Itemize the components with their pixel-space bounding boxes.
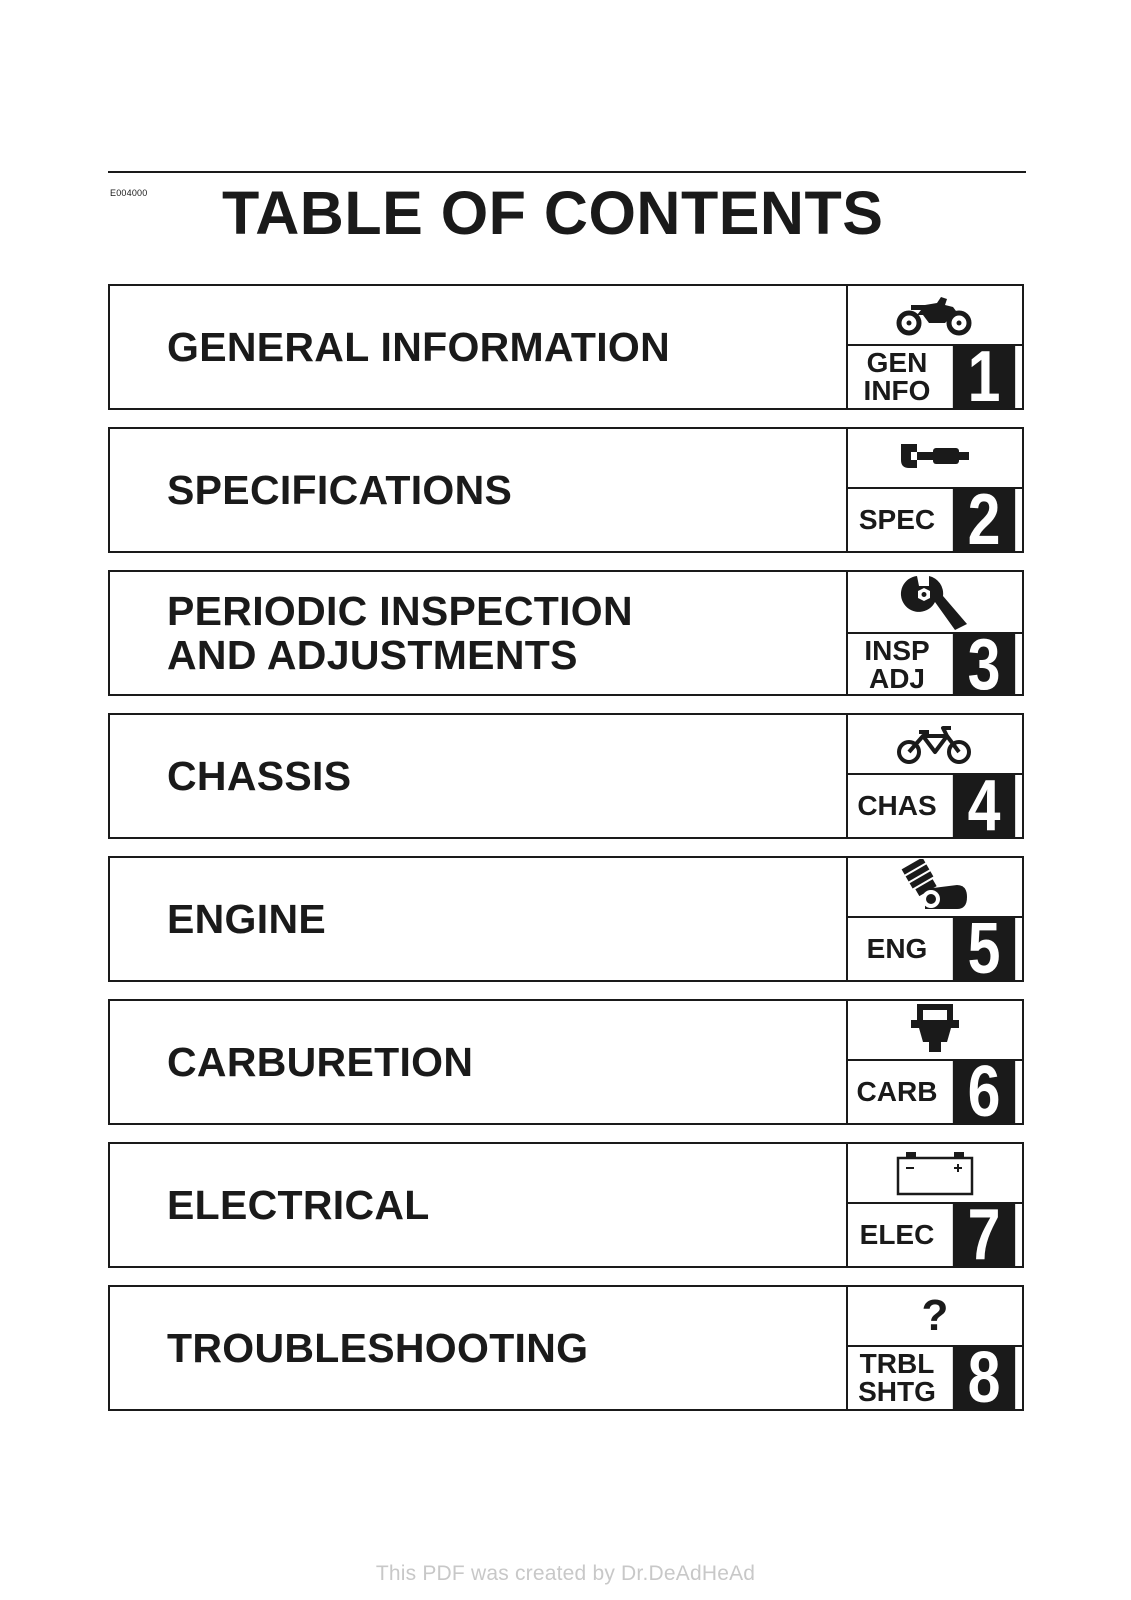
page-title: TABLE OF CONTENTS — [222, 179, 884, 247]
toc-row-label[interactable]: TROUBLESHOOTING — [167, 1325, 589, 1371]
section-number: 7 — [953, 1204, 1015, 1266]
section-tab — [846, 715, 1022, 846]
section-number: 5 — [953, 918, 1015, 980]
toc-row-label[interactable]: SPECIFICATIONS — [167, 467, 513, 513]
section-tab — [846, 1287, 1022, 1418]
section-abbreviation: CHAS — [857, 790, 937, 821]
section-abbreviation: ELEC — [859, 1219, 935, 1250]
toc-row-electrical[interactable] — [108, 1142, 1024, 1275]
toc-row-troubleshooting[interactable] — [108, 1285, 1024, 1418]
toc-row-inspection[interactable] — [108, 570, 1024, 705]
section-abbreviation: ENG — [866, 933, 928, 964]
toc-row-label[interactable]: ENGINE — [167, 896, 326, 942]
toc-row-label[interactable]: CARBURETION — [167, 1039, 474, 1085]
toc-row-label[interactable]: ELECTRICAL — [167, 1182, 430, 1228]
micrometer-icon — [848, 429, 1022, 487]
section-tab — [846, 429, 1022, 560]
section-tab — [846, 1144, 1022, 1275]
toc-row-engine[interactable] — [108, 856, 1024, 989]
section-number: 4 — [953, 775, 1015, 837]
section-tab — [846, 572, 1022, 705]
section-tab — [846, 286, 1022, 417]
toc-row-chassis[interactable] — [108, 713, 1024, 846]
question-mark-icon: ? — [921, 1291, 949, 1340]
carburetor-icon — [848, 1001, 1022, 1059]
section-abbreviation: CARB — [856, 1076, 938, 1107]
motorcycle-frame-icon — [848, 715, 1022, 773]
section-number: 6 — [953, 1061, 1015, 1123]
section-number: 1 — [953, 346, 1015, 408]
toc-row-label[interactable]: CHASSIS — [167, 753, 352, 799]
toc-row-label[interactable]: PERIODIC INSPECTION AND ADJUSTMENTS — [167, 588, 633, 678]
motorcycle-icon — [848, 286, 1022, 344]
toc-row-specifications[interactable] — [108, 427, 1024, 560]
toc-row-carburetion[interactable] — [108, 999, 1024, 1132]
section-tab — [846, 858, 1022, 989]
header-rule — [108, 171, 1026, 173]
toc-row-label[interactable]: GENERAL INFORMATION — [167, 324, 671, 370]
wrench-icon — [848, 572, 1022, 632]
toc-row-general-info[interactable] — [108, 284, 1024, 417]
section-abbreviation: SPEC — [858, 504, 936, 535]
section-abbreviation: INSP ADJ — [864, 635, 930, 694]
section-abbreviation: GEN INFO — [863, 347, 931, 406]
document-code: E004000 — [110, 188, 148, 198]
battery-icon — [848, 1144, 1022, 1202]
footer-watermark: This PDF was created by Dr.DeAdHeAd — [375, 1562, 756, 1585]
section-tab — [846, 1001, 1022, 1132]
section-number: 8 — [953, 1347, 1015, 1409]
section-number: 2 — [953, 489, 1015, 551]
engine-icon — [848, 858, 1022, 916]
section-abbreviation: TRBL SHTG — [858, 1348, 936, 1407]
section-number: 3 — [953, 634, 1015, 696]
